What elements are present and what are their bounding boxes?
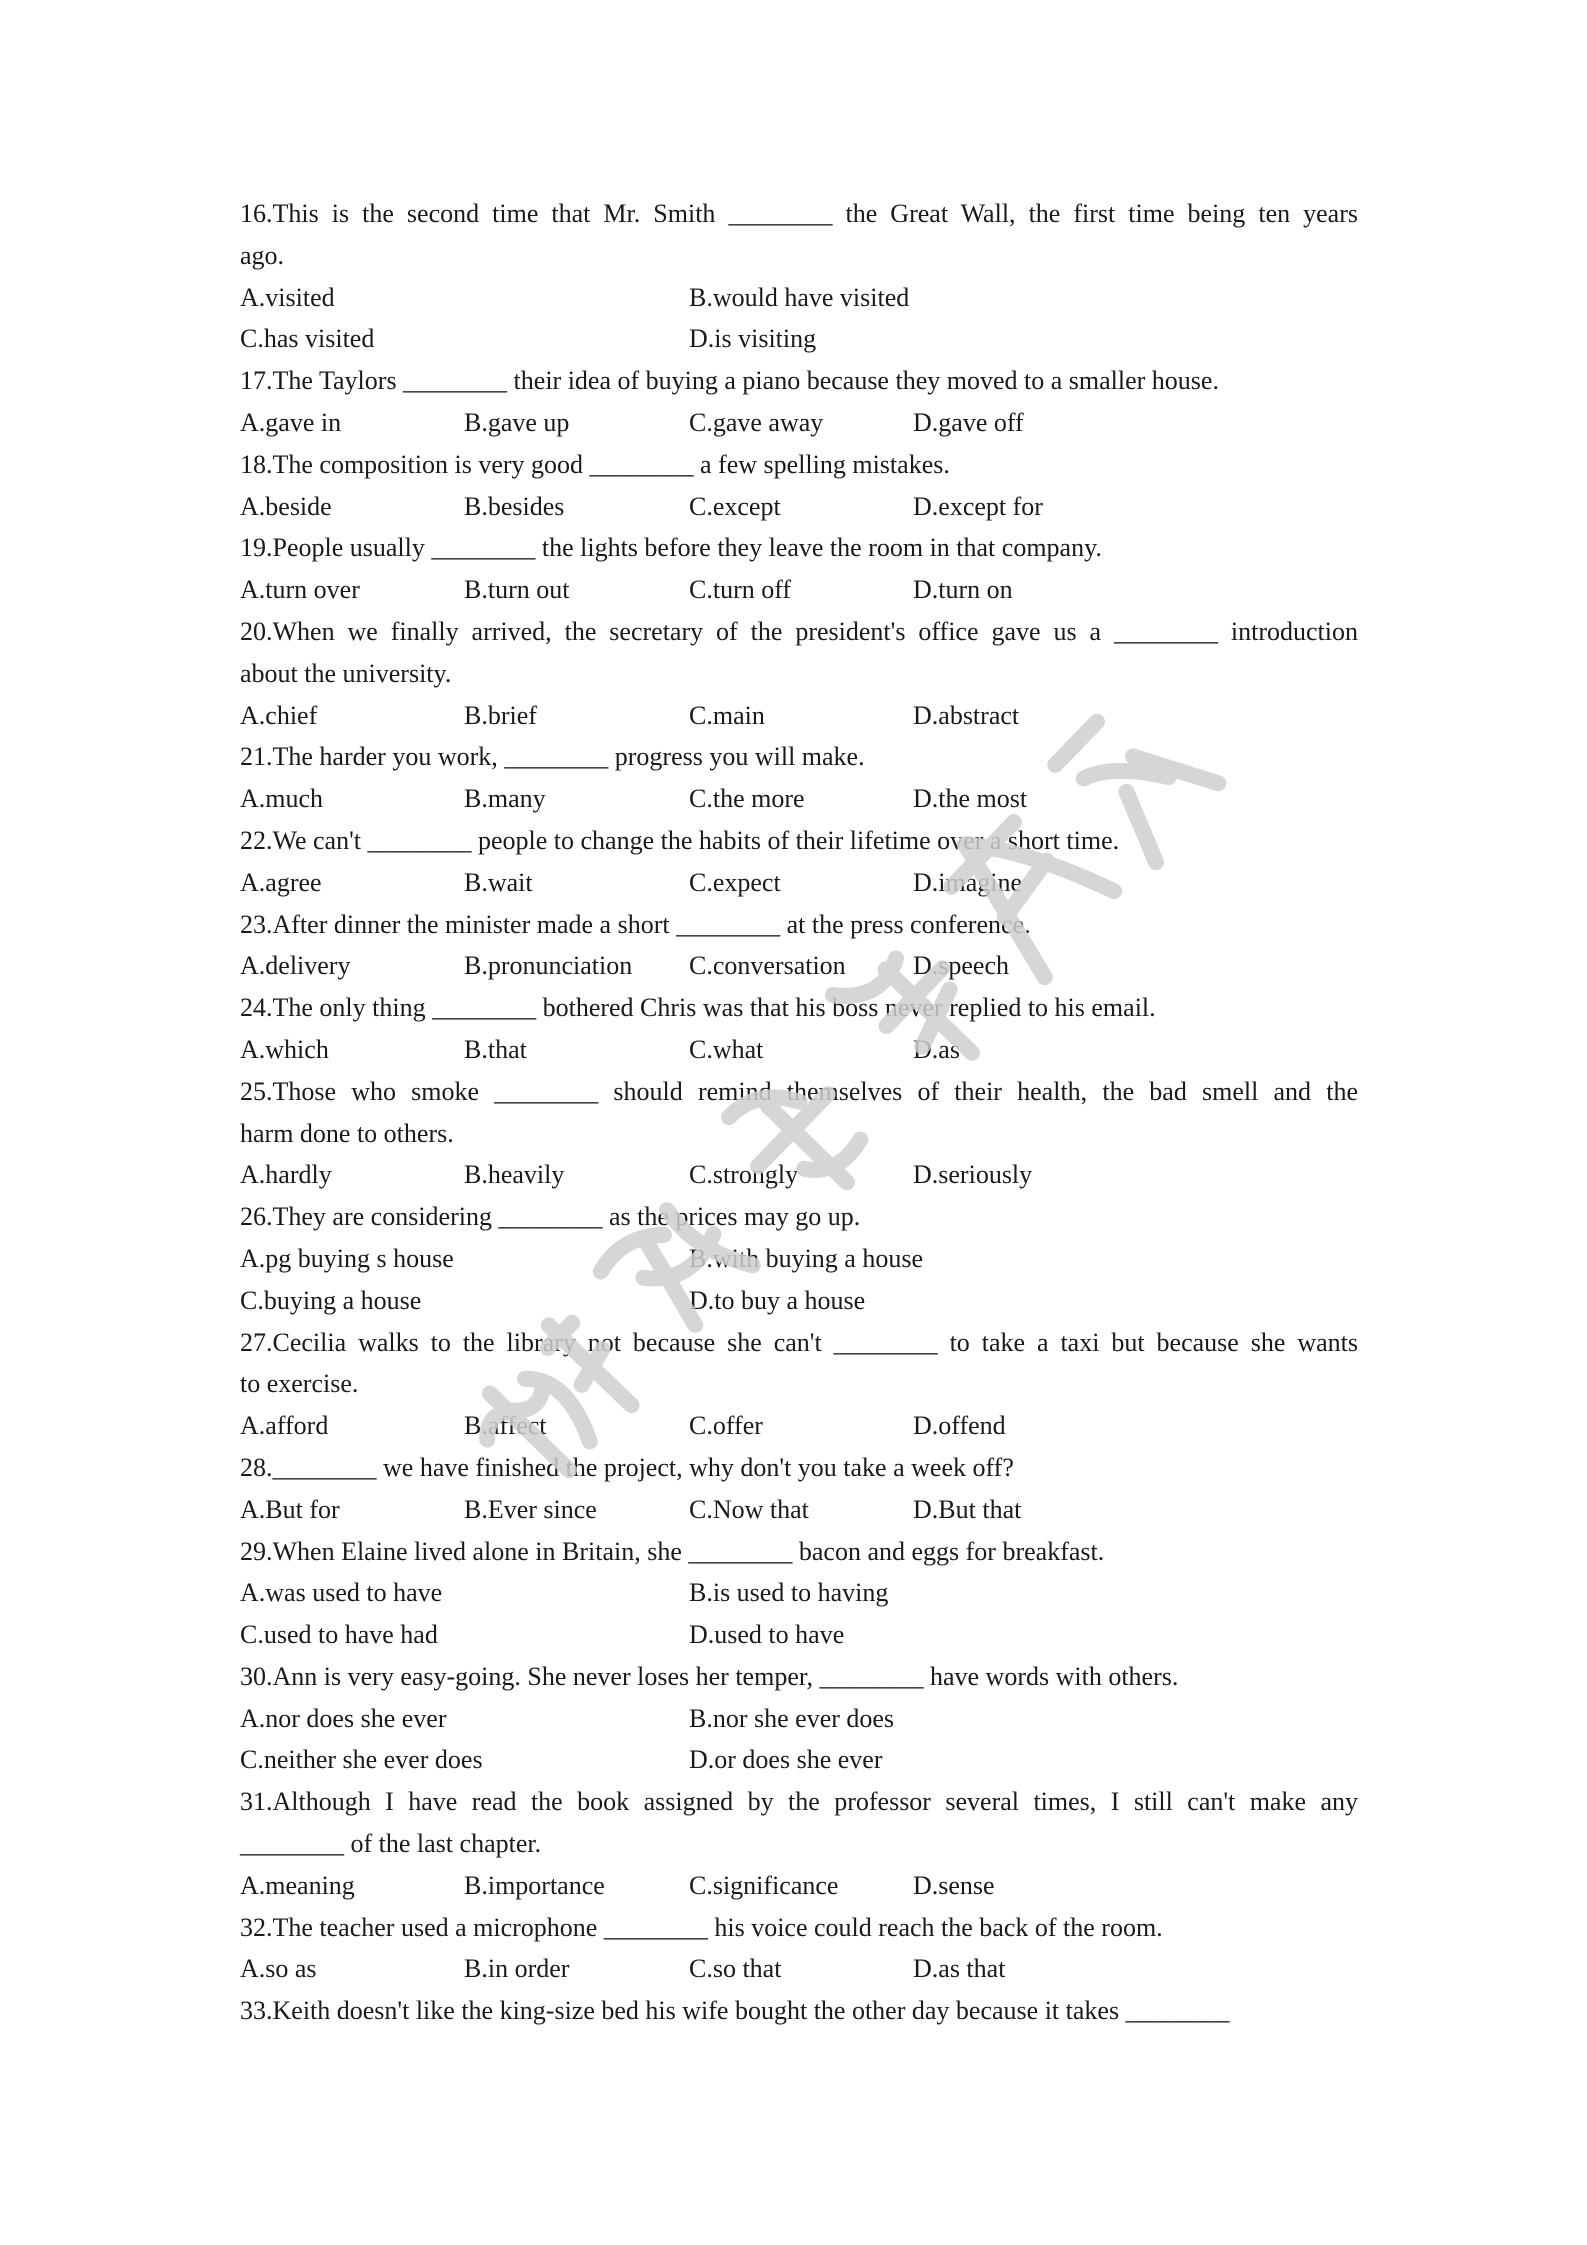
question-stem-line: ago. <box>240 240 285 270</box>
question-stem-line: 19.People usually ________ the lights before they leave the room in that company. <box>240 533 1102 563</box>
question-block <box>240 1447 1358 1531</box>
question-stem-line: 31.Although I have read the book assigned by the professor several times, I still can't make any <box>240 1787 1358 1817</box>
option: B.Ever since <box>464 1494 597 1524</box>
option: A.much <box>240 784 324 814</box>
question-stem-line: 27.Cecilia walks to the library not because she can't ________ to take a taxi but because she wants <box>240 1327 1358 1357</box>
options-row <box>240 318 1358 360</box>
option: A.beside <box>240 491 332 521</box>
question-block <box>240 1907 1358 1991</box>
option: D.the most <box>913 784 1028 814</box>
option: A.was used to have <box>240 1578 443 1608</box>
question-stem-line: 30.Ann is very easy-going. She never loses her temper, ________ have words with others. <box>240 1661 1179 1691</box>
question-stem-line: 33.Keith doesn't like the king-size bed his wife bought the other day because it takes ________ <box>240 1996 1230 2026</box>
option: B.wait <box>464 867 533 897</box>
question-stem-line: 17.The Taylors ________ their idea of buying a piano because they moved to a smaller house. <box>240 366 1219 396</box>
question-stem-line: to exercise. <box>240 1369 359 1399</box>
option: C.except <box>689 491 781 521</box>
option: B.affect <box>464 1411 547 1441</box>
options-row <box>240 486 1358 528</box>
question-block <box>240 444 1358 528</box>
option: A.afford <box>240 1411 329 1441</box>
question-stem-line: 21.The harder you work, ________ progress you will make. <box>240 742 865 772</box>
option: C.has visited <box>240 324 375 354</box>
options-row <box>240 1238 1358 1280</box>
option: D.abstract <box>913 700 1020 730</box>
option: B.with buying a house <box>689 1243 923 1273</box>
options-row <box>240 695 1358 737</box>
option: B.importance <box>464 1870 605 1900</box>
option: D.to buy a house <box>689 1285 866 1315</box>
option: A.delivery <box>240 951 351 981</box>
option: B.besides <box>464 491 565 521</box>
option: D.sense <box>913 1870 995 1900</box>
option: C.what <box>689 1034 764 1064</box>
question-block <box>240 193 1358 360</box>
question-block <box>240 527 1358 611</box>
option: B.nor she ever does <box>689 1703 895 1733</box>
question-block <box>240 904 1358 988</box>
option: D.used to have <box>689 1620 845 1650</box>
option: B.is used to having <box>689 1578 889 1608</box>
option: A.gave in <box>240 407 342 437</box>
option: A.nor does she ever <box>240 1703 447 1733</box>
option: A.meaning <box>240 1870 355 1900</box>
option: C.main <box>689 700 765 730</box>
option: C.offer <box>689 1411 763 1441</box>
option: B.in order <box>464 1954 570 1984</box>
option: D.offend <box>913 1411 1006 1441</box>
question-block <box>240 1781 1358 1906</box>
options-row <box>240 1029 1358 1071</box>
option: C.used to have had <box>240 1620 438 1650</box>
options-row <box>240 1698 1358 1740</box>
options-row <box>240 862 1358 904</box>
question-block <box>240 1071 1358 1196</box>
question-block <box>240 987 1358 1071</box>
question-block <box>240 1322 1358 1447</box>
question-stem-line: 24.The only thing ________ bothered Chris was that his boss never replied to his email. <box>240 993 1156 1023</box>
question-block <box>240 820 1358 904</box>
option: D.is visiting <box>689 324 817 354</box>
option: D.turn on <box>913 575 1013 605</box>
question-stem-line: ________ of the last chapter. <box>240 1829 542 1859</box>
option: A.pg buying s house <box>240 1243 454 1273</box>
options-row <box>240 1572 1358 1614</box>
question-stem-line: 16.This is the second time that Mr. Smith ________ the Great Wall, the first time being ten years <box>240 199 1358 228</box>
option: D.seriously <box>913 1160 1033 1190</box>
question-stem-line: 18.The composition is very good ________ a few spelling mistakes. <box>240 449 950 479</box>
option: C.expect <box>689 867 781 897</box>
option: D.imagine <box>913 867 1023 897</box>
option: C.significance <box>689 1870 839 1900</box>
options-row <box>240 1739 1358 1781</box>
option: C.conversation <box>689 951 846 981</box>
question-block <box>240 736 1358 820</box>
option: C.strongly <box>689 1160 799 1190</box>
question-stem-line: 22.We can't ________ people to change the habits of their lifetime over a short time. <box>240 825 1120 855</box>
option: D.as <box>913 1034 960 1064</box>
question-stem-line: 29.When Elaine lived alone in Britain, she ________ bacon and eggs for breakfast. <box>240 1536 1105 1566</box>
option: C.turn off <box>689 575 792 605</box>
options-row <box>240 1865 1358 1907</box>
question-block <box>240 1196 1358 1321</box>
option: C.Now that <box>689 1494 809 1524</box>
options-row <box>240 1948 1358 1990</box>
question-stem-line: 28.________ we have finished the project, why don't you take a week off? <box>240 1452 1014 1482</box>
question-stem-line: 23.After dinner the minister made a short ________ at the press conference. <box>240 909 1031 939</box>
option: B.brief <box>464 700 537 730</box>
option: D.or does she ever <box>689 1745 883 1775</box>
question-block <box>240 611 1358 736</box>
options-row <box>240 1154 1358 1196</box>
option: B.would have visited <box>689 282 910 312</box>
options-row <box>240 945 1358 987</box>
options-row <box>240 1280 1358 1322</box>
question-stem-line: 20.When we finally arrived, the secretary of the president's office gave us a ________ introduction <box>240 616 1358 646</box>
options-row <box>240 1489 1358 1531</box>
option: C.the more <box>689 784 805 814</box>
option: C.neither she ever does <box>240 1745 483 1775</box>
option: B.many <box>464 784 546 814</box>
option: B.gave up <box>464 407 570 437</box>
option: B.turn out <box>464 575 570 605</box>
option: A.But for <box>240 1494 340 1524</box>
question-block <box>240 360 1358 444</box>
option: A.visited <box>240 282 335 312</box>
question-stem-line: 32.The teacher used a microphone ________ his voice could reach the back of the room. <box>240 1912 1163 1942</box>
options-row <box>240 277 1358 319</box>
option: D.speech <box>913 951 1010 981</box>
options-row <box>240 778 1358 820</box>
option: D.except for <box>913 491 1043 521</box>
option: C.so that <box>689 1954 782 1984</box>
options-row <box>240 1614 1358 1656</box>
question-stem-line: 25.Those who smoke ________ should remind themselves of their health, the bad smell and the <box>240 1076 1358 1106</box>
option: B.heavily <box>464 1160 565 1190</box>
option: A.hardly <box>240 1160 332 1190</box>
option: D.gave off <box>913 407 1024 437</box>
option: A.agree <box>240 867 322 897</box>
options-row <box>240 1405 1358 1447</box>
question-stem-line: about the university. <box>240 658 452 688</box>
options-row <box>240 569 1358 611</box>
option: B.that <box>464 1034 527 1064</box>
option: C.buying a house <box>240 1285 422 1315</box>
option: B.pronunciation <box>464 951 633 981</box>
option: C.gave away <box>689 407 824 437</box>
option: D.But that <box>913 1494 1022 1524</box>
question-stem-line: 26.They are considering ________ as the prices may go up. <box>240 1202 861 1232</box>
question-block <box>240 1656 1358 1781</box>
option: A.so as <box>240 1954 317 1984</box>
options-row <box>240 402 1358 444</box>
question-block <box>240 1531 1358 1656</box>
option: A.which <box>240 1034 329 1064</box>
option: D.as that <box>913 1954 1006 1984</box>
question-stem-line: harm done to others. <box>240 1118 454 1148</box>
question-block <box>240 1990 1358 2032</box>
option: A.chief <box>240 700 318 730</box>
option: A.turn over <box>240 575 360 605</box>
question-list <box>240 193 1358 2032</box>
